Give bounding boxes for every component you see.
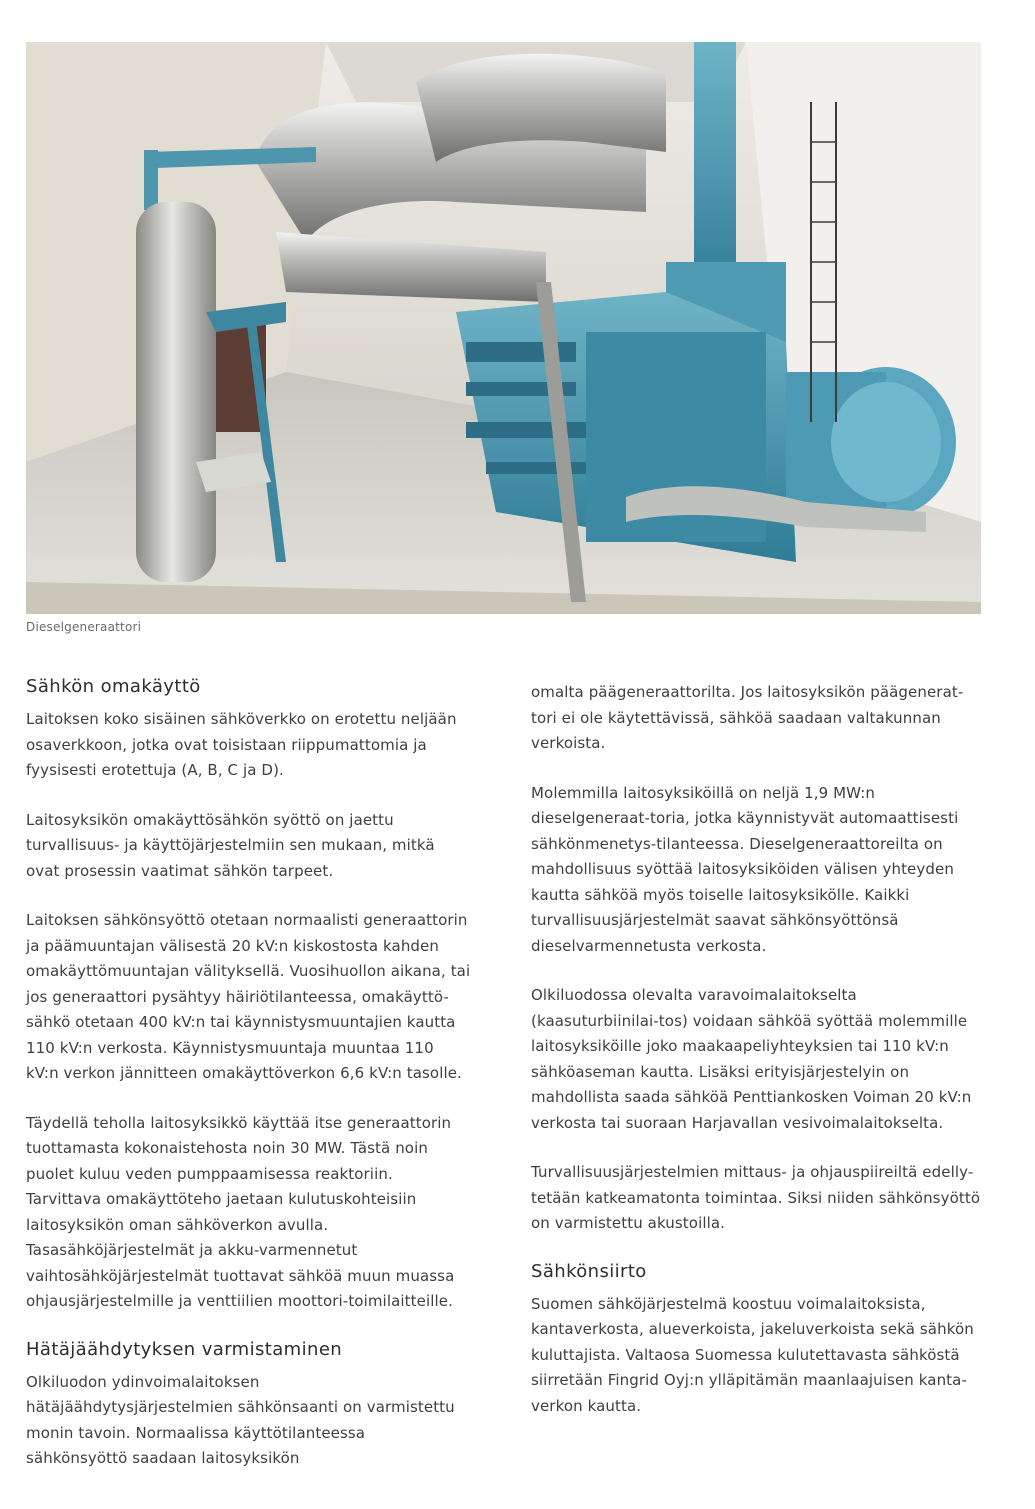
section-heading-sahkonsiirto: Sähkönsiirto [531, 1260, 647, 1282]
paragraph: Laitoksen sähkönsyöttö otetaan normaalisti generaattorin ja päämuuntajan välisestä 20 kV:n kiskostosta kahden omakäyttömuuntajan välityksellä. Vuosihuollon aikana, tai jos generaattori pysähtyy häiriötilanteessa, omakäyttö-sähkö otetaan 400 kV:n tai käynnistysmuuntajien kautta 110 kV:n verkosta. Käynnistysmuuntaja muuntaa 110 kV:n verkon jännitteen omakäyttöverkon 6,6 kV:n tasolle. [26, 911, 471, 1082]
section-heading-omakaytto: Sähkön omakäyttö [26, 676, 201, 697]
diesel-generator-photo [26, 42, 981, 614]
photo-caption: Dieselgeneraattori [26, 620, 142, 634]
paragraph: Molemmilla laitosyksiköillä on neljä 1,9 MW:n dieselgeneraat-toria, jotka käynnistyvät automaattisesti sähkönmenetys-tilanteessa. Dieselgeneraattoreilta on mahdollisuus syöttää laitosyksiköiden välisen yhteyden kautta sähköä myös toiselle laitosyksikölle. Kaikki turvallisuusjärjestelmät saavat sähkönsyöttönsä dieselvarmennetusta verkosta. [531, 783, 959, 955]
section-heading-hatajaahdytys: Hätäjäähdytyksen varmistaminen [26, 1338, 343, 1360]
left-column [26, 676, 471, 1496]
paragraph: omalta päägeneraattorilta. Jos laitosyksikön päägenerat-tori ei ole käytettävissä, sähköä saadaan valtakunnan verkoista. [531, 683, 964, 752]
paragraph: Olkiluodossa olevalta varavoimalaitokselta (kaasuturbiinilai-tos) voidaan sähköä syöttää molemmille laitosyksiköille joko maakaapeliyhteyksien tai 110 kV:n sähköaseman kautta. Lisäksi erityisjärjestelyin on mahdollista saada sähköä Penttiankosken Voiman 20 kV:n verkosta tai suoraan Harjavallan vesivoimalaitokselta. [531, 986, 972, 1132]
right-column [531, 680, 981, 1443]
paragraph: Täydellä teholla laitosyksikkö käyttää itse generaattorin tuottamasta kokonaistehosta noin 30 MW. Tästä noin puolet kuluu veden pumppaamisessa reaktoriin. Tarvittava omakäyttöteho jaetaan kulutuskohteisiin laitosyksikön oman sähköverkon avulla. Tasasähköjärjestelmät ja akku-varmennetut vaihtosähköjärjestelmät tuottavat sähköä muun muassa ohjausjärjestelmille ja venttiilien moottori-toimilaitteille. [26, 1113, 455, 1310]
paragraph: Laitoksen koko sisäinen sähköverkko on erotettu neljään osaverkkoon, jotka ovat toisistaan riippumattomia ja fyysisesti erotettuja (A, B, C ja D). [26, 710, 457, 779]
paragraph: Olkiluodon ydinvoimalaitoksen hätäjäähdytysjärjestelmien sähkönsaanti on varmistettu monin tavoin. Normaalissa käyttötilanteessa sähkönsyöttö saadaan laitosyksikön [26, 1372, 455, 1467]
paragraph: Suomen sähköjärjestelmä koostuu voimalaitoksista, kantaverkosta, alueverkoista, jakeluverkoista sekä sähkön kuluttajista. Valtaosa Suomessa kulutettavasta sähköstä siirretään Fingrid Oyj:n ylläpitämän maanlaajuisen kanta-verkon kautta. [531, 1294, 974, 1415]
paragraph: Turvallisuusjärjestelmien mittaus- ja ohjauspiireiltä edelly-tetään katkeamatonta toimintaa. Siksi niiden sähkönsyöttö on varmistettu akustoilla. [531, 1163, 981, 1232]
paragraph: Laitosyksikön omakäyttösähkön syöttö on jaettu turvallisuus- ja käyttöjärjestelmiin sen mukaan, mitkä ovat prosessin vaatimat sähkön tarpeet. [26, 810, 435, 880]
